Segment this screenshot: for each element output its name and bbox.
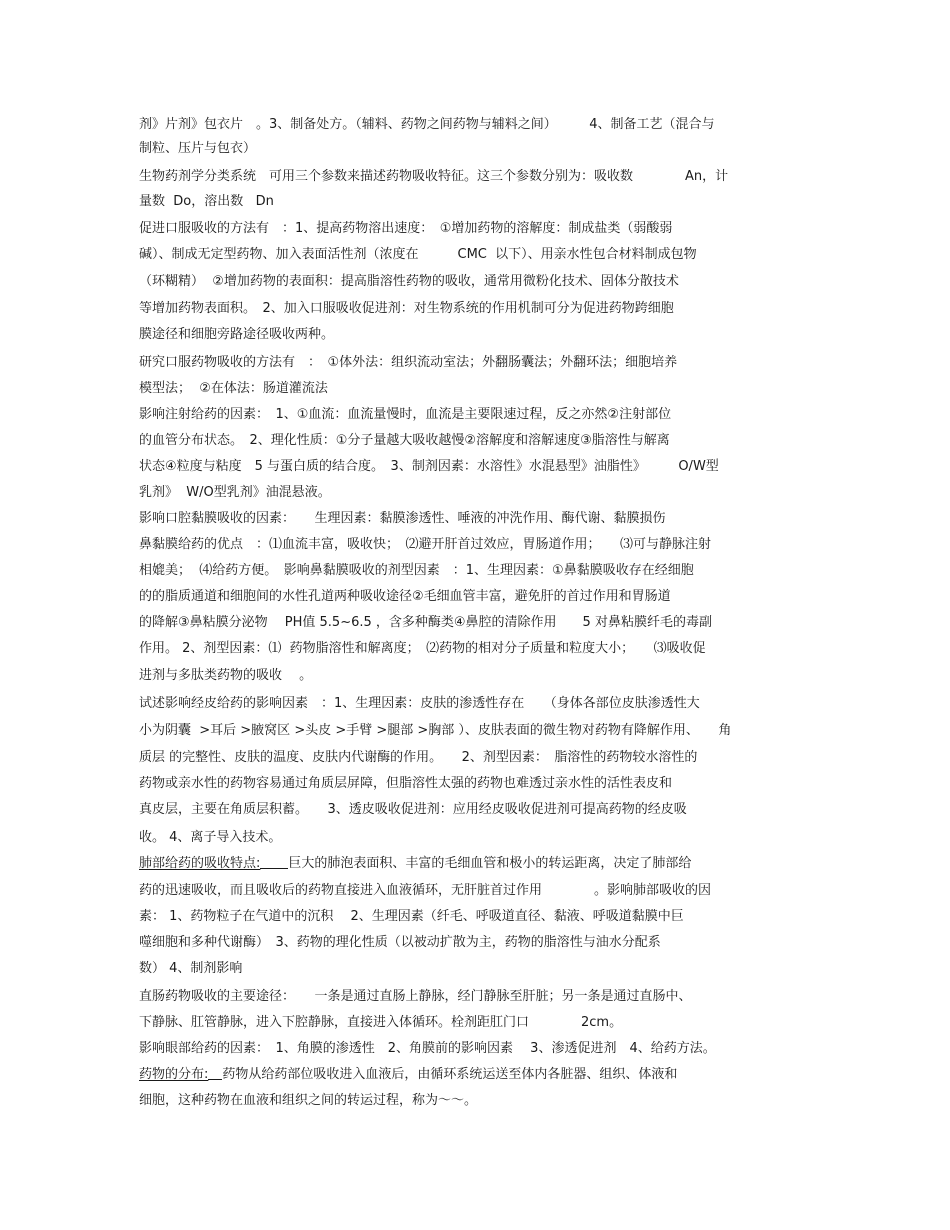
text-line: 鼻黏膜给药的优点 ：⑴血流丰富，吸收快； ⑵避开肝首过效应，胃肠道作用； ⑶可与静脉注射 bbox=[139, 537, 712, 552]
text-line: 素： 1、药物粒子在气道中的沉积 2、生理因素（纤毛、呼吸道直径、黏液、呼吸道黏膜中巨 bbox=[139, 909, 684, 924]
text-line: 相媲美； ⑷给药方便。 影响鼻黏膜吸收的剂型因素 ：1、生理因素：①鼻黏膜吸收存在经细胞 bbox=[139, 563, 694, 578]
text-line: 剂》片剂》包衣片 。3、制备处方。（辅料、药物之间药物与辅料之间） 4、制备工艺（混合与 bbox=[139, 117, 715, 132]
pulmonary-paragraph-line bbox=[139, 855, 691, 873]
text-line: （环糊精） ②增加药物的表面积：提高脂溶性药物的吸收，通常用微粉化技术、固体分散技术 bbox=[139, 274, 679, 289]
text-line: 促进口服吸收的方法有 ：1、提高药物溶出速度： ①增加药物的溶解度：制成盐类（弱酸弱 bbox=[139, 221, 673, 236]
text-line: 影响注射给药的因素： 1、①血流：血流量慢时，血流是主要限速过程，反之亦然②注射部位 bbox=[139, 407, 672, 422]
underline-blank bbox=[260, 855, 288, 869]
text-line: 碱）、制成无定型药物、加入表面活性剂（浓度在 CMC 以下）、用亲水性包合材料制成包物 bbox=[139, 247, 697, 262]
text-line: 制粒、压片与包衣） bbox=[139, 141, 257, 156]
distribution-paragraph-line bbox=[139, 1066, 677, 1084]
text-line: 的降解③鼻粘膜分泌物 PH值 5.5~6.5 ，含多种酶类④鼻腔的清除作用 5 对鼻粘膜纤毛的毒副 bbox=[139, 615, 712, 630]
text-line: 药物或亲水性的药物容易通过角质层屏障，但脂溶性太强的药物也难透过亲水性的活性表皮和 bbox=[139, 776, 673, 791]
text-line: 进剂与多肽类药物的吸收 。 bbox=[139, 668, 313, 683]
text-line: 作用。 2、剂型因素：⑴ 药物脂溶性和解离度； ⑵药物的相对分子质量和粒度大小； ⑶吸收促 bbox=[139, 641, 706, 656]
text-line: 小为阴囊 >耳后 >腋窝区 >头皮 >手臂 >腿部 >胸部 ）、皮肤表面的微生物对药物有降解作用、 角 bbox=[139, 723, 732, 738]
text-line: 试述影响经皮给药的影响因素 ：1、生理因素：皮肤的渗透性存在 （身体各部位皮肤渗透性大 bbox=[139, 696, 700, 711]
text-line: 噬细胞和多种代谢酶） 3、药物的理化性质（以被动扩散为主，药物的脂溶性与油水分配系 bbox=[139, 935, 661, 950]
text-line: 乳剂》 W/O型乳剂》油混悬液。 bbox=[139, 485, 331, 500]
text-line: 的血管分布状态。 2、理化性质：①分子量越大吸收越慢②溶解度和溶解速度③脂溶性与解离 bbox=[139, 433, 670, 448]
text-line: 生物药剂学分类系统 可用三个参数来描述药物吸收特征。这三个参数分别为：吸收数 An，计 bbox=[139, 169, 729, 184]
text-line: 细胞，这种药物在血液和组织之间的转运过程，称为～～。 bbox=[139, 1093, 478, 1108]
text-line: 量数 Do，溶出数 Dn bbox=[139, 194, 274, 209]
pulmonary-text: 巨大的肺泡表面积、丰富的毛细血管和极小的转运距离，决定了肺部给 bbox=[288, 856, 692, 871]
pulmonary-heading: 肺部给药的吸收特点: bbox=[139, 856, 261, 871]
text-line: 的的脂质通道和细胞间的水性孔道两种吸收途径②毛细血管丰富，避免肝的首过作用和胃肠道 bbox=[139, 589, 671, 604]
text-line: 药的迅速吸收，而且吸收后的药物直接进入血液循环，无肝脏首过作用 。影响肺部吸收的因 bbox=[139, 883, 712, 898]
text-line: 模型法； ②在体法：肠道灌流法 bbox=[139, 381, 328, 396]
text-line: 下静脉、肛管静脉，进入下腔静脉，直接进入体循环。栓剂距肛门口 2cm。 bbox=[139, 1015, 623, 1030]
text-line: 直肠药物吸收的主要途径： 一条是通过直肠上静脉，经门静脉至肝脏；另一条是通过直肠中、 bbox=[139, 989, 692, 1004]
text-line: 质层 的完整性、皮肤的温度、皮肤内代谢酶的作用。 2、剂型因素： 脂溶性的药物较水溶性的 bbox=[139, 750, 698, 765]
text-line: 影响口腔黏膜吸收的因素： 生理因素：黏膜渗透性、唾液的冲洗作用、酶代谢、黏膜损伤 bbox=[139, 511, 666, 526]
underline-blank bbox=[208, 1066, 222, 1080]
text-line: 真皮层，主要在角质层积蓄。 3、透皮吸收促进剂：应用经皮吸收促进剂可提高药物的经皮吸 bbox=[139, 802, 687, 817]
text-line: 影响眼部给药的因素： 1、角膜的渗透性 2、角膜前的影响因素 3、渗透促进剂 4、给药方法。 bbox=[139, 1041, 716, 1056]
text-line: 收。 4、离子导入技术。 bbox=[139, 830, 282, 845]
text-line: 研究口服药物吸收的方法有 ： ①体外法：组织流动室法；外翻肠囊法；外翻环法；细胞培养 bbox=[139, 355, 678, 370]
distribution-heading: 药物的分布: bbox=[139, 1067, 209, 1082]
text-line: 数） 4、制剂影响 bbox=[139, 961, 243, 976]
distribution-text: 药物从给药部位吸收进入血液后，由循环系统运送至体内各脏器、组织、体液和 bbox=[222, 1067, 678, 1082]
text-line: 状态④粒度与粘度 5 与蛋白质的结合度。 3、制剂因素：水溶性》水混悬型》油脂性》 O/W型 bbox=[139, 459, 719, 474]
text-line: 膜途径和细胞旁路途径吸收两种。 bbox=[139, 327, 335, 342]
text-line: 等增加药物表面积。 2、加入口服吸收促进剂：对生物系统的作用机制可分为促进药物跨细胞 bbox=[139, 301, 674, 316]
